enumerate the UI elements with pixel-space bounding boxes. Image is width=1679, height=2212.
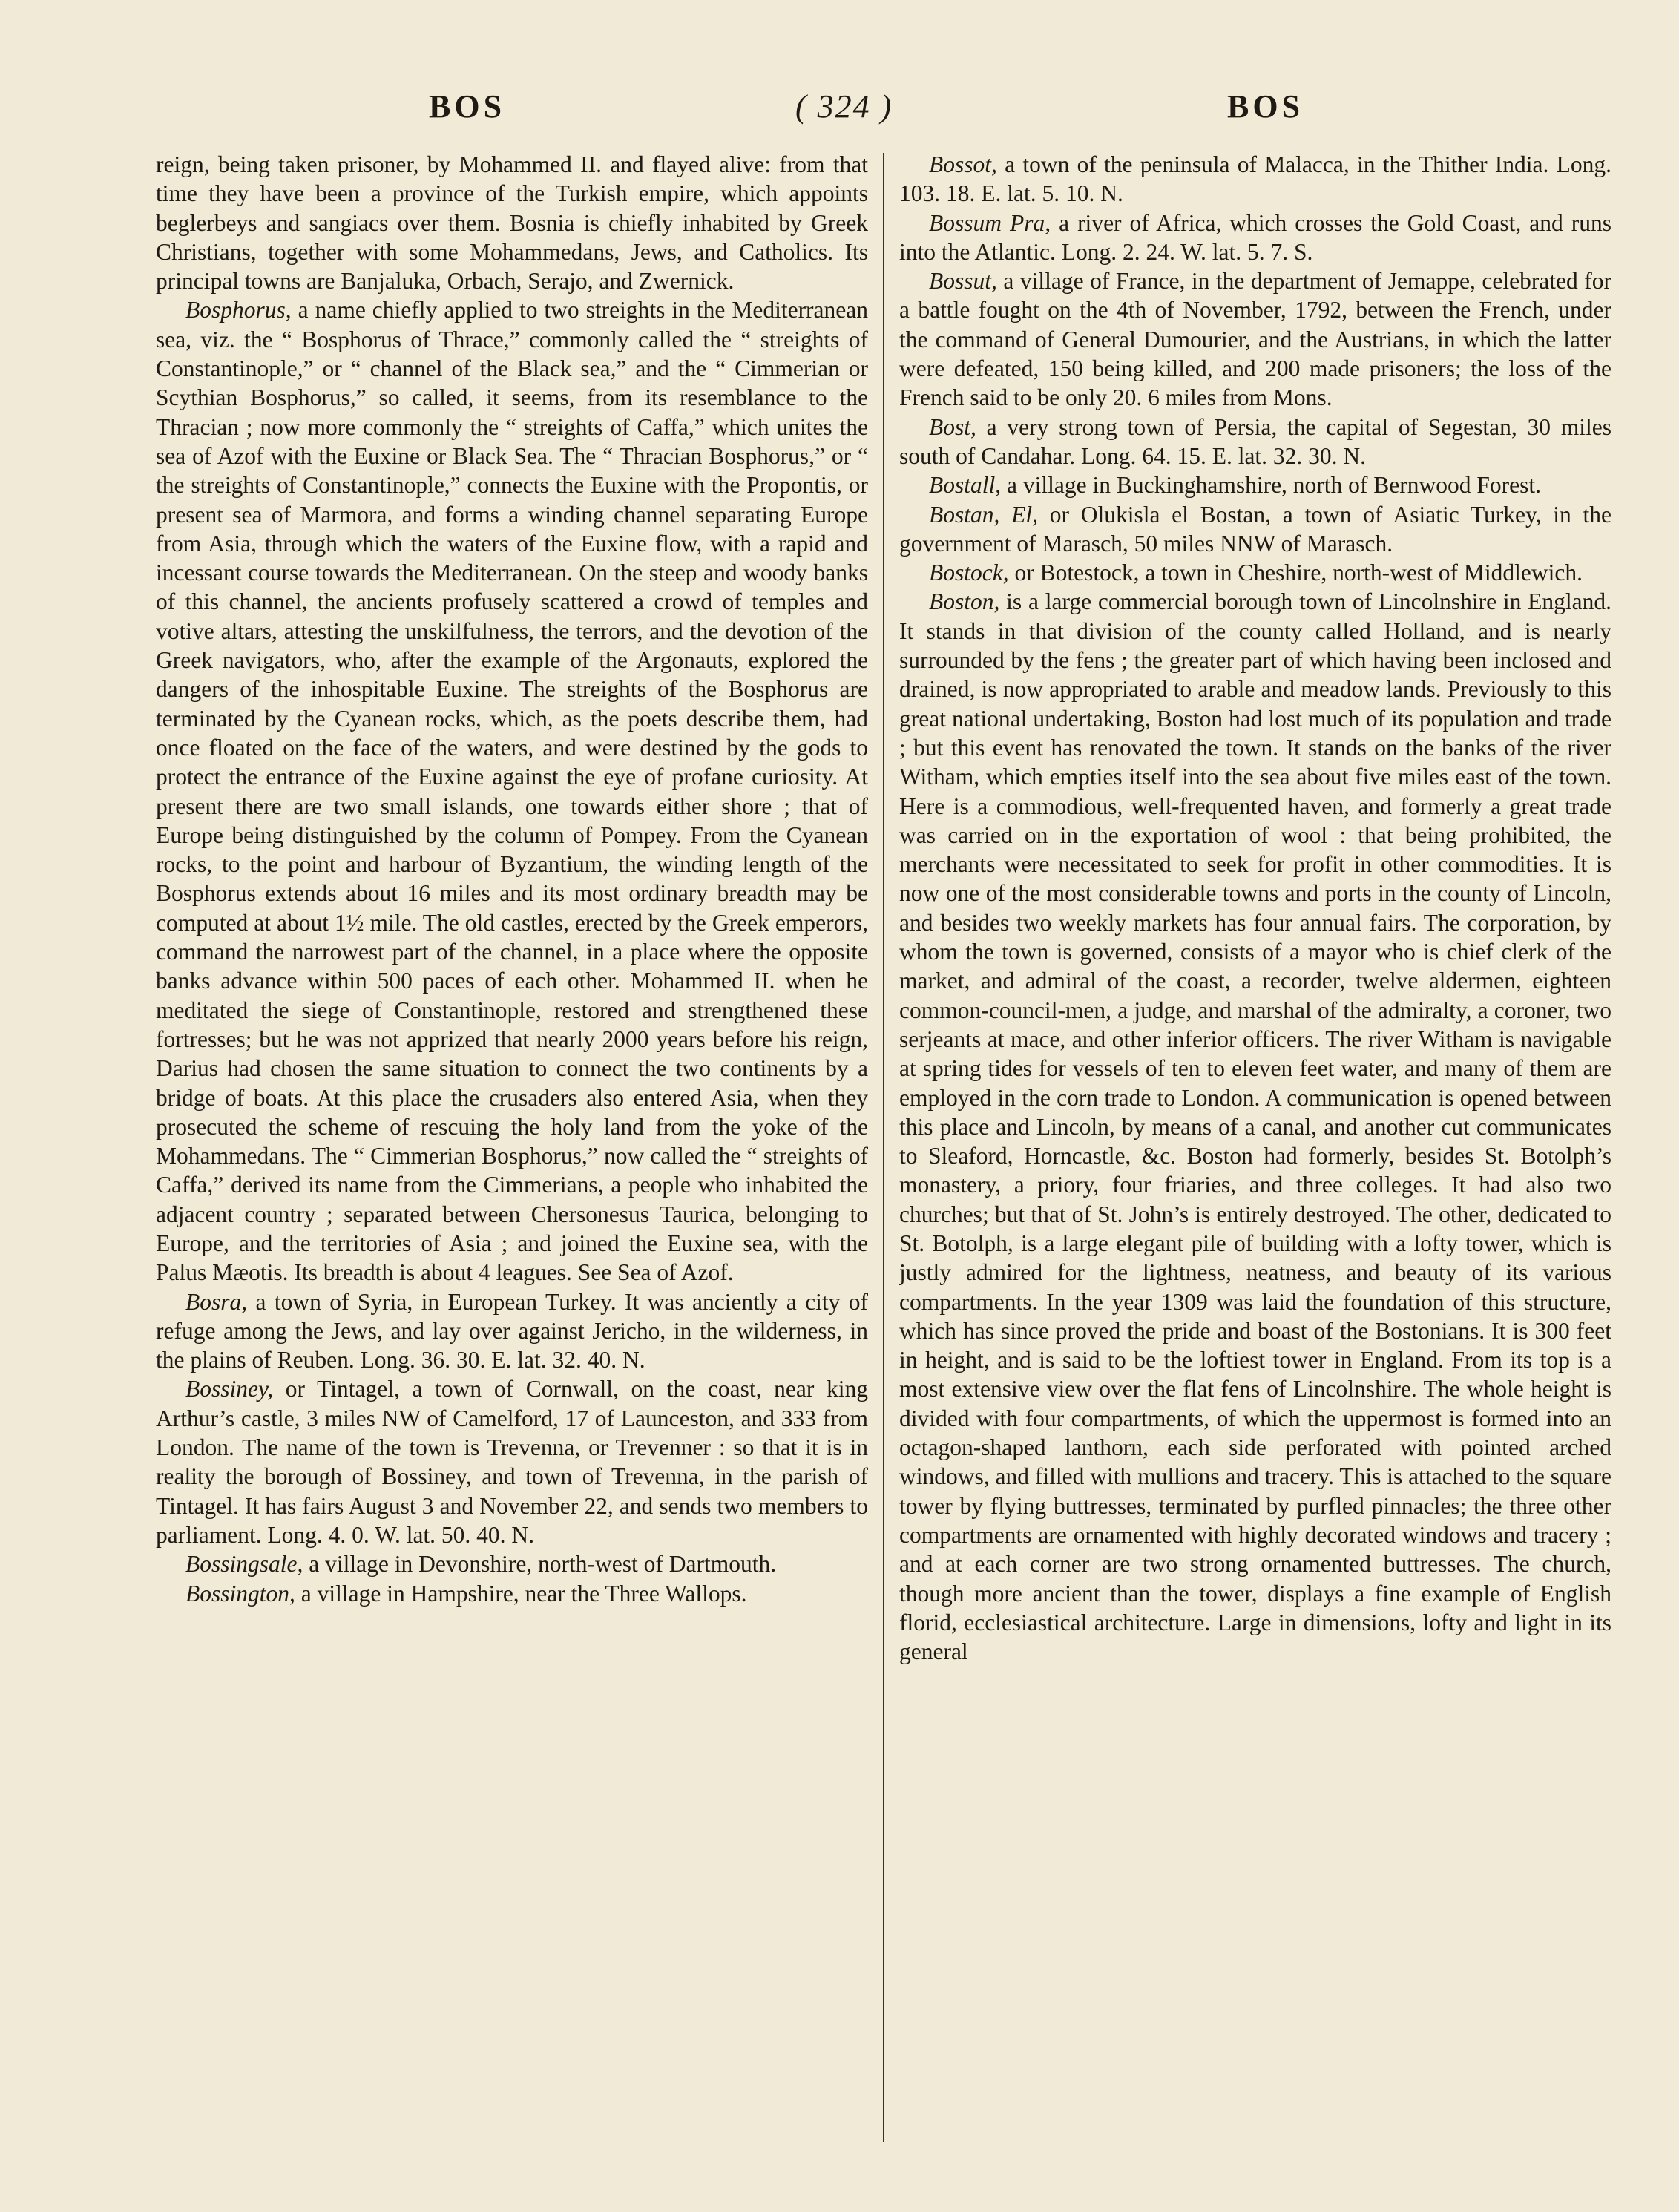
entry-text: is a large commercial borough town of Lincolnshire in England. It stands in that division of the county called Holland, and is nearly surrounded by the fens ; the greater part of which having been inclosed and drained, is now appropriated to arable and meadow lands. Previously to this great national undertaking, Boston had lost much of its population and trade ; but this event has renovated the town. It stands on the banks of the river Witham, which empties itself into the sea about five miles east of the town. Here is a commodious, well-frequented haven, and formerly a great trade was carried on in the exportation of wool : that being prohibited, the merchants were necessitated to seek for profit in other commodities. It is now one of the most considerable towns and ports in the county of Lincoln, and besides two weekly markets has four annual fairs. The corporation, by whom the town is governed, consists of a mayor who is chief clerk of the market, and admiral of the coast, a recorder, twelve aldermen, eighteen common-council-men, a judge, and marshal of the admiralty, a coroner, two serjeants at mace, and other inferior officers. The river Witham is navigable at spring tides for vessels of ten to eleven feet water, and many of them are employed in the corn trade to London. A communication is opened between this place and Lincoln, by means of a canal, and another cut communicates to Sleaford, Horncastle, &c. Boston had formerly, besides St. Botolph’s monastery, a priory, four friaries, and three colleges. It had also two churches; but that of St. John’s is entirely destroyed. The other, dedicated to St. Botolph, is a large elegant pile of building with a lofty tower, which is justly admired for the lightness, neatness, and beauty of its various compartments. In the year 1309 was laid the foundation of this structure, which has since proved the pride and boast of the Bostonians. It is 300 feet in height, and is said to be the loftiest tower in England. From its top is a most extensive view over the flat fens of Lincolnshire. The whole height is divided with four compartments, of which the uppermost is formed into an octagon-shaped lanthorn, each side perforated with pointed arched windows, and filled with mullions and tracery. This is attached to the square tower by flying buttresses, terminated by purfled pinnacles; the three other compartments are ornamented with highly decorated windows and tracery ; and at each corner are two strong ornamented buttresses. The church, though more ancient than the tower, displays a fine example of English florid, ecclesiastical architecture. Large in dimensions, lofty and light in its general (899, 588, 1611, 1665)
entry-text: a town of Syria, in European Turkey. It was anciently a city of refuge among the Jews, and lay over against Jericho, in the wilderness, in the plains of Reuben. Long. 36. 30. E. lat. 32. 40. N. (156, 1288, 868, 1374)
running-header (0, 88, 1679, 132)
entry (899, 150, 1611, 209)
entry (899, 558, 1611, 587)
entry (156, 1287, 868, 1375)
page-number: ( 324 ) (795, 88, 893, 125)
entry-text: a village in Hampshire, near the Three Wallops. (295, 1580, 747, 1607)
header-left-word: BOS (429, 88, 506, 125)
entry (899, 413, 1611, 471)
entry-text: a village in Buckinghamshire, north of Bernwood Forest. (1001, 472, 1542, 499)
entry-text: a village of France, in the department of Jemappe, celebrated for a battle fought on the 4th of November, 1792, between the French, under the command of General Dumourier, and the Austrians, in which the latter were defeated, 150 being killed, and 200 made prisoners; the loss of the French said to be only 20. 6 miles from Mons. (899, 268, 1611, 411)
left-column (156, 150, 868, 2153)
headword: Boston, (929, 588, 1000, 615)
entry (899, 266, 1611, 412)
header-right-word: BOS (1227, 88, 1304, 125)
headword: Bossington, (185, 1580, 295, 1607)
headword: Bossut, (929, 268, 997, 295)
entry-text: a village in Devonshire, north-west of Dartmouth. (303, 1551, 777, 1578)
entry (156, 295, 868, 1287)
entry-text: a name chiefly applied to two streights in the Mediterranean sea, viz. the “ Bosphorus of Thrace,” commonly called the “ streights of Constantinople,” or “ channel of the Black sea,” and the “ Cimmerian or Scythian Bosphorus,” so called, it seems, from its resemblance to the Thracian ; now more commonly the “ streights of Caffa,” which unites the sea of Azof with the Euxine or Black Sea. The “ Thracian Bosphorus,” or “ the streights of Constantinople,” connects the Euxine with the Propontis, or present sea of Marmora, and forms a winding channel separating Europe from Asia, through which the waters of the Euxine flow, with a rapid and incessant course towards the Mediterranean. On the steep and woody banks of this channel, the ancients profusely scattered a crowd of temples and votive altars, attesting the unskilfulness, the terrors, and the devotion of the Greek navigators, who, after the example of the Argonauts, explored the dangers of the inhospitable Euxine. The streights of the Bosphorus are terminated by the Cyanean rocks, which, as the poets describe them, had once floated on the face of the waters, and were destined by the gods to protect the entrance of the Euxine against the eye of profane curiosity. At present there are two small islands, one towards either shore ; that of Europe being distinguished by the column of Pompey. From the Cyanean rocks, to the point and harbour of Byzantium, the winding length of the Bosphorus extends about 16 miles and its most ordinary breadth may be computed at about 1½ mile. The old castles, erected by the Greek emperors, command the narrowest part of the channel, in a place where the opposite banks advance within 500 paces of each other. Mohammed II. when he meditated the siege of Constantinople, restored and strengthened these fortresses; but he was not apprized that nearly 2000 years before his reign, Darius had chosen the same situation to connect the two continents by a bridge of boats. At this place the crusaders also entered Asia, when they prosecuted the scheme of rescuing the holy land from the yoke of the Mohammedans. The “ Cimmerian Bosphorus,” now called the “ streights of Caffa,” derived its name from the Cimmerians, a people who inhabited the adjacent country ; separated between Chersonesus Taurica, belonging to Europe, and the territories of Asia ; and joined the Euxine sea, with the Palus Mæotis. Its breadth is about 4 leagues. See Sea of Azof. (156, 297, 868, 1286)
entry-text: or Botestock, a town in Cheshire, north-west of Middlewich. (1008, 559, 1583, 586)
headword: Bossot, (929, 151, 997, 177)
headword: Bosphorus, (185, 297, 292, 324)
headword: Bossingsale, (185, 1551, 303, 1578)
entry (156, 1374, 868, 1549)
entry (156, 1549, 868, 1578)
entry (899, 209, 1611, 267)
entry-text: a very strong town of Persia, the capital of Segestan, 30 miles south of Candahar. Long. 64. 15. E. lat. 32. 30. N. (899, 413, 1611, 469)
entry-text: or Tintagel, a town of Cornwall, on the coast, near king Arthur’s castle, 3 miles NW of Camelford, 17 of Launceston, and 333 from London. The name of the town is Trevenna, or Trevenner : so that it is in reality the borough of Bossiney, and town of Trevenna, in the parish of Tintagel. It has fairs August 3 and November 22, and sends two members to parliament. Long. 4. 0. W. lat. 50. 40. N. (156, 1376, 868, 1548)
headword: Bostall, (929, 472, 1002, 499)
headword: Bostock, (929, 559, 1009, 586)
entry-text: a town of the peninsula of Malacca, in the Thither India. Long. 103. 18. E. lat. 5. 10. N. (899, 151, 1611, 207)
headword: Bostan, El, (929, 501, 1038, 528)
entry (899, 470, 1611, 499)
headword: Bost, (929, 413, 976, 440)
right-column (899, 150, 1611, 2153)
headword: Bosra, (185, 1288, 248, 1315)
headword: Bossum Pra, (929, 209, 1051, 236)
entry-text: or Olukisla el Bostan, a town of Asiatic Turkey, in the government of Marasch, 50 miles NNW of Marasch. (899, 501, 1611, 557)
column-divider (883, 153, 884, 2142)
entry (899, 500, 1611, 559)
headword: Bossiney, (185, 1376, 274, 1402)
entry (899, 587, 1611, 1666)
entry (156, 1579, 868, 1608)
entry: reign, being taken prisoner, by Mohammed II. and flayed alive: from that time they have been a province of the Turkish empire, which appoints beglerbeys and sangiacs over them. Bosnia is chiefly inhabited by Greek Christians, together with some Mohammedans, Jews, and Catholics. Its principal towns are Banjaluka, Orbach, Serajo, and Zwernick. (156, 151, 868, 295)
entry-text: a river of Africa, which crosses the Gold Coast, and runs into the Atlantic. Long. 2. 24. W. lat. 5. 7. S. (899, 209, 1611, 265)
